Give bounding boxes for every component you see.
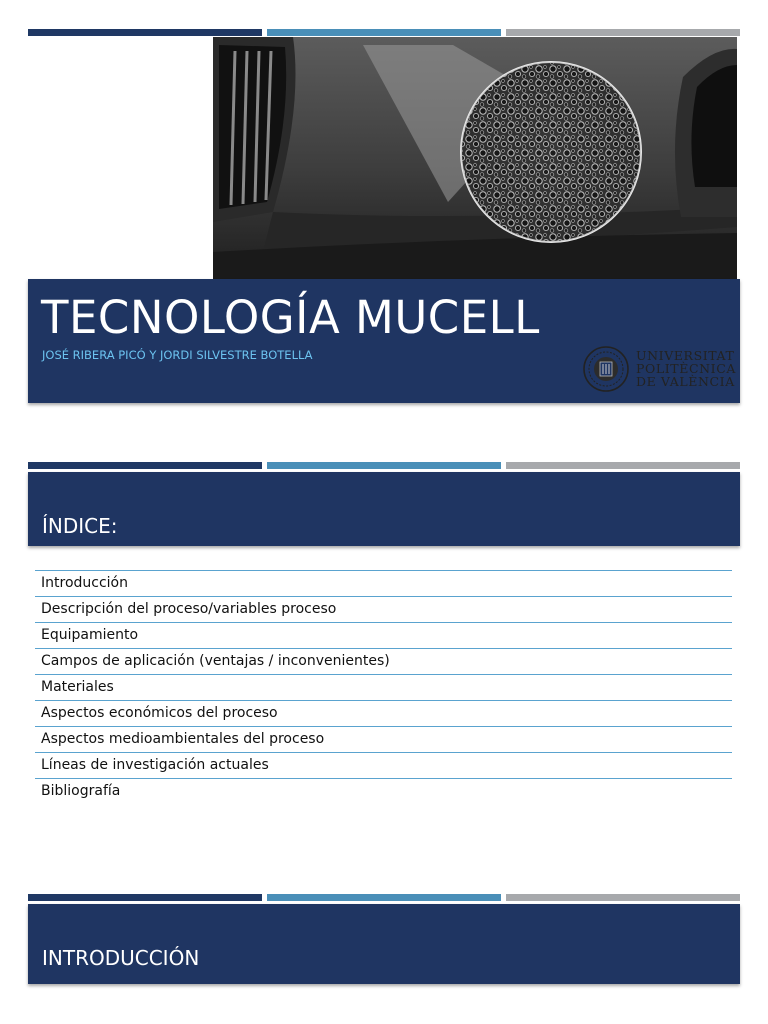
accent-stripe-grey — [506, 894, 740, 901]
index-header-panel — [28, 472, 740, 546]
university-name — [636, 349, 736, 388]
university-name-line2: POLITÈCNICA — [636, 361, 736, 376]
index-item: Aspectos económicos del proceso — [35, 701, 732, 727]
accent-stripe-dark — [28, 894, 262, 901]
index-item: Bibliografía — [41, 783, 121, 799]
car-dashboard-foam-photo — [213, 37, 737, 279]
index-item: Descripción del proceso/variables proceso — [35, 597, 732, 623]
introduction-header-panel — [28, 904, 740, 984]
accent-stripe-blue — [267, 29, 501, 36]
university-seal-icon — [583, 346, 629, 392]
index-heading: ÍNDICE: — [42, 514, 118, 538]
accent-stripe-grey — [506, 462, 740, 469]
accent-stripe-grey — [506, 29, 740, 36]
index-item: Líneas de investigación actuales — [35, 753, 732, 779]
accent-stripe-blue — [267, 462, 501, 469]
title-panel — [28, 279, 740, 403]
accent-stripe-blue — [267, 894, 501, 901]
index-list — [35, 570, 732, 804]
accent-stripe-dark — [28, 29, 262, 36]
index-item: Introducción — [35, 571, 732, 597]
index-item: Materiales — [35, 675, 732, 701]
university-name-line1: UNIVERSITAT — [636, 348, 735, 363]
index-item: Equipamiento — [35, 623, 732, 649]
university-logo — [583, 345, 736, 393]
introduction-heading: INTRODUCCIÓN — [42, 946, 200, 970]
presentation-title: TECNOLOGÍA MUCELL — [41, 291, 540, 344]
index-item: Aspectos medioambientales del proceso — [35, 727, 732, 753]
university-name-line3: DE VALÈNCIA — [636, 374, 735, 389]
accent-stripe-dark — [28, 462, 262, 469]
authors-subtitle: JOSÉ RIBERA PICÓ Y JORDI SILVESTRE BOTELLA — [42, 348, 313, 362]
truncated-body-text — [76, 1018, 436, 1024]
index-item: Campos de aplicación (ventajas / inconvenientes) — [35, 649, 732, 675]
